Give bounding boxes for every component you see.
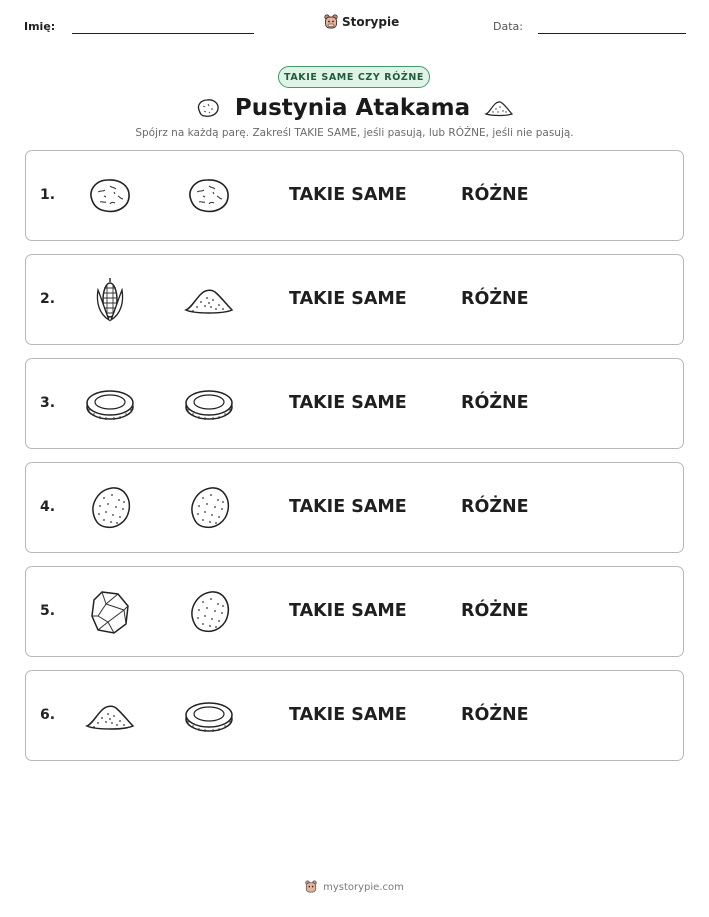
speckled-stone-icon — [183, 586, 235, 638]
rozne-option[interactable]: RÓŻNE — [461, 289, 529, 309]
footer — [0, 880, 709, 894]
question-row-3 — [25, 358, 684, 449]
question-row-4 — [25, 462, 684, 553]
rock-icon — [84, 170, 136, 222]
footer-url[interactable]: mystorypie.com — [323, 881, 404, 893]
storypie-logo — [324, 14, 399, 30]
brand-name: Storypie — [342, 15, 400, 29]
speckled-stone-icon — [84, 482, 136, 534]
coin-icon — [84, 378, 136, 430]
takie-same-option[interactable]: TAKIE SAME — [289, 289, 407, 309]
speckled-stone-icon — [183, 482, 235, 534]
takie-same-option[interactable]: TAKIE SAME — [289, 497, 407, 517]
takie-same-option[interactable]: TAKIE SAME — [289, 705, 407, 725]
coin-icon — [183, 690, 235, 742]
question-number: 1. — [40, 187, 56, 203]
title-row — [0, 93, 709, 123]
rozne-option[interactable]: RÓŻNE — [461, 601, 529, 621]
corn-icon — [84, 274, 136, 326]
date-label: Data: — [493, 20, 523, 33]
sand-pile-icon — [484, 98, 514, 118]
page-title: Pustynia Atakama — [234, 95, 471, 121]
question-number: 4. — [40, 499, 56, 515]
question-number: 6. — [40, 707, 56, 723]
rozne-option[interactable]: RÓŻNE — [461, 497, 529, 517]
crystal-rock-icon — [84, 586, 136, 638]
date-line[interactable] — [538, 33, 686, 34]
question-row-1 — [25, 150, 684, 241]
rock-icon — [183, 170, 235, 222]
coin-icon — [183, 378, 235, 430]
question-row-5 — [25, 566, 684, 657]
question-row-2 — [25, 254, 684, 345]
question-number: 3. — [40, 395, 56, 411]
storypie-mascot-icon — [324, 14, 338, 30]
rozne-option[interactable]: RÓŻNE — [461, 705, 529, 725]
question-number: 2. — [40, 291, 56, 307]
takie-same-option[interactable]: TAKIE SAME — [289, 601, 407, 621]
rock-icon — [195, 97, 221, 119]
name-label: Imię: — [24, 20, 56, 33]
storypie-mascot-icon — [305, 880, 317, 894]
takie-same-option[interactable]: TAKIE SAME — [289, 393, 407, 413]
rozne-option[interactable]: RÓŻNE — [461, 393, 529, 413]
question-row-6 — [25, 670, 684, 761]
worksheet-type-badge: TAKIE SAME CZY RÓŻNE — [278, 66, 430, 88]
sand-pile-icon — [84, 690, 136, 742]
rozne-option[interactable]: RÓŻNE — [461, 185, 529, 205]
instructions: Spójrz na każdą parę. Zakreśl TAKIE SAME, jeśli pasują, lub RÓŻNE, jeśli nie pasują. — [135, 127, 574, 139]
name-line[interactable] — [72, 33, 254, 34]
takie-same-option[interactable]: TAKIE SAME — [289, 185, 407, 205]
question-number: 5. — [40, 603, 56, 619]
sand-pile-icon — [183, 274, 235, 326]
